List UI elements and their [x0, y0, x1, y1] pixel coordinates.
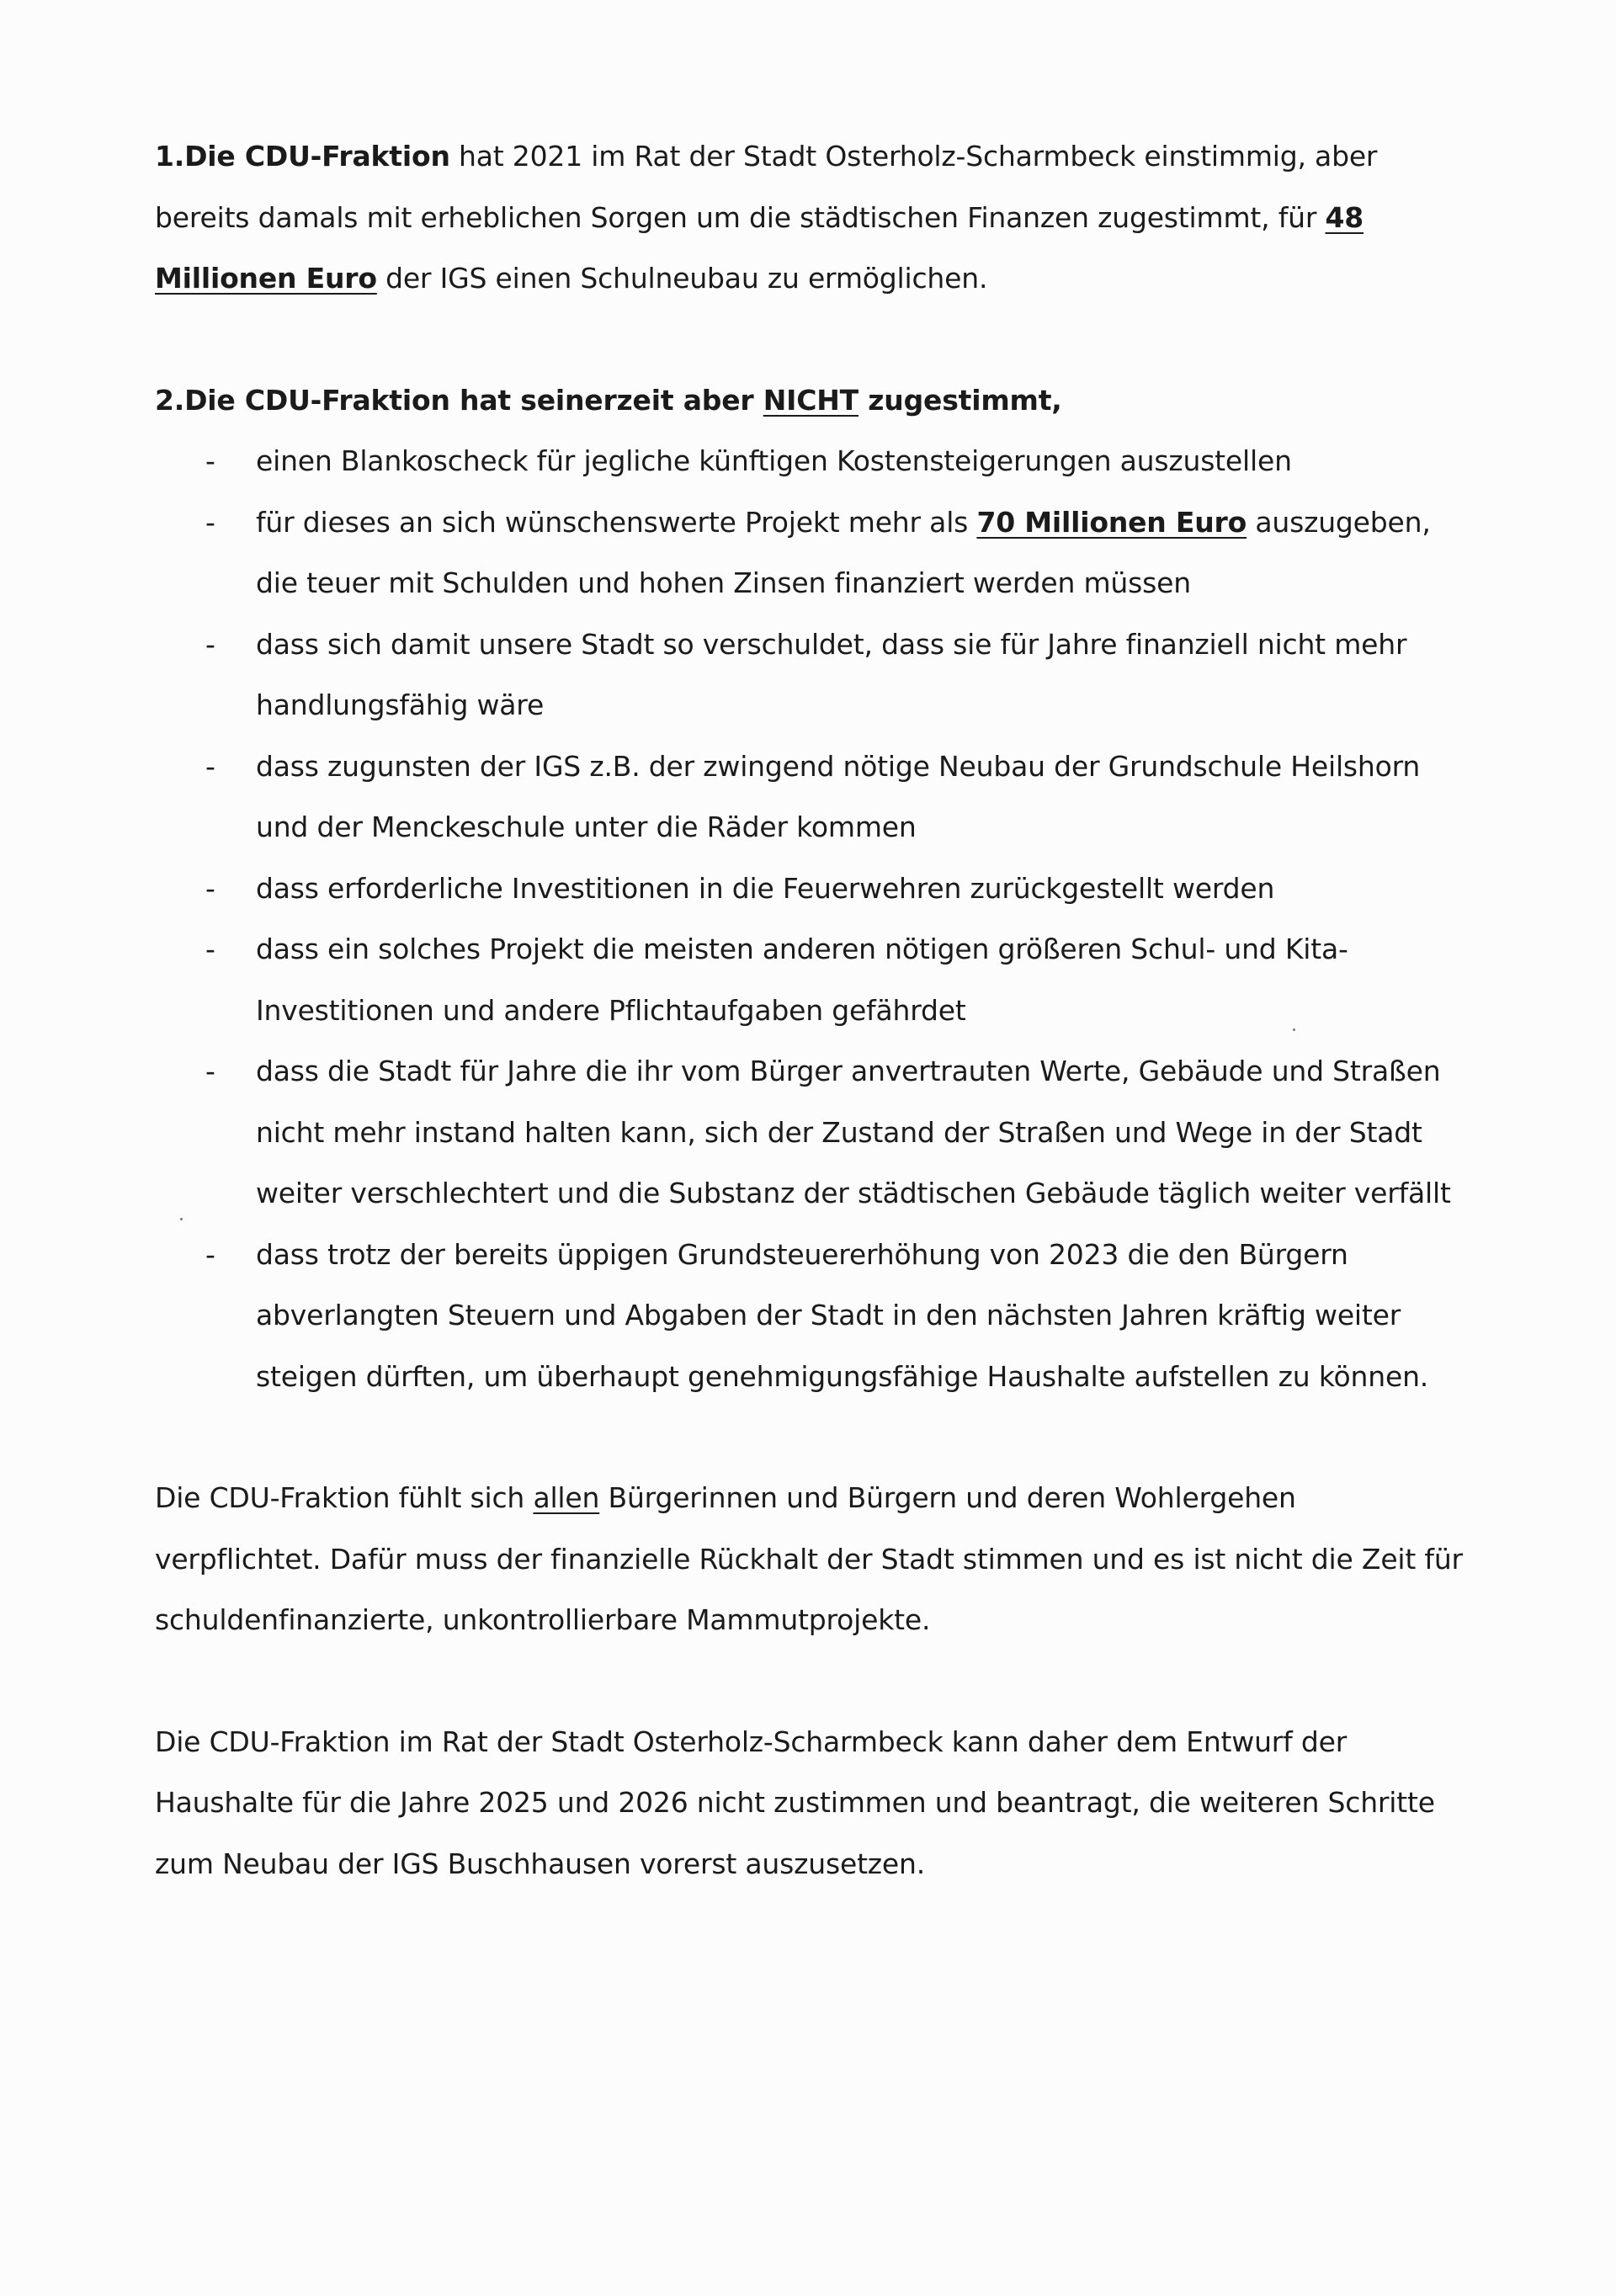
paragraph-2-heading-b: zugestimmt,: [858, 383, 1062, 417]
list-item: [155, 1041, 1468, 1225]
paragraph-3: [155, 1468, 1468, 1651]
list-item-text: dass zugunsten der IGS z.B. der zwingend nötige Neubau der Grundschule Heilshorn und der Menckeschule unter die Räder kommen: [256, 749, 1421, 843]
list-dash: -: [205, 1237, 215, 1271]
list-item-text: dass erforderliche Investitionen in die Feuerwehren zurückgestellt werden: [256, 871, 1275, 905]
paragraph-1: [155, 126, 1468, 310]
paragraph-1-text-a: hat 2021 im Rat der Stadt Osterholz-Scharmbeck einstimmig, aber bereits damals mit erheblichen Sorgen um die städtischen Finanzen zugestimmt, für: [155, 140, 1378, 234]
paragraph-1-lead: 1.Die CDU-Fraktion: [155, 140, 450, 173]
scan-speck: [180, 1218, 183, 1220]
paragraph-4: Die CDU-Fraktion im Rat der Stadt Osterholz-Scharmbeck kann daher dem Entwurf der Haushalte für die Jahre 2025 und 2026 nicht zustimmen und beantragt, die weiteren Schritte zum Neubau der IGS Buschhausen vorerst auszusetzen.: [155, 1725, 1435, 1880]
paragraph-2-heading: [155, 370, 1468, 432]
list-item: [155, 492, 1468, 614]
list-item: [155, 431, 1468, 492]
list-item: [155, 614, 1468, 736]
list-dash: -: [205, 871, 215, 905]
list-item-amount: 70 Millionen Euro: [976, 505, 1247, 539]
list-dash: -: [205, 627, 215, 661]
paragraph-2-heading-a: 2.Die CDU-Fraktion hat seinerzeit aber: [155, 383, 763, 417]
list-dash: -: [205, 749, 215, 783]
list-item-text-b: auszugeben, die teuer mit Schulden und hohen Zinsen finanziert werden müssen: [256, 505, 1431, 599]
list-dash: -: [205, 933, 215, 965]
list-item-text: dass ein solches Projekt die meisten anderen nötigen größeren Schul- und Kita-Investitionen und andere Pflichtaufgaben gefährdet: [256, 933, 1348, 1027]
paragraph-1-text-b: der IGS einen Schulneubau zu ermöglichen.: [376, 262, 988, 295]
list-item: [155, 919, 1468, 1041]
list-item-text: einen Blankoscheck für jegliche künftigen Kostensteigerungen auszustellen: [256, 444, 1292, 477]
paragraph-3-text-a: Die CDU-Fraktion fühlt sich: [155, 1481, 534, 1514]
list-item: [155, 1225, 1468, 1408]
spacer: [155, 1651, 1468, 1712]
list-dash: -: [205, 1055, 215, 1087]
paragraph-3-text-b: Bürgerinnen und Bürgern und deren Wohlergehen verpflichtet. Dafür muss der finanzielle Rückhalt der Stadt stimmen und es ist nicht die Zeit für schuldenfinanzierte, unkontrollierbare Mammutprojekte.: [155, 1481, 1463, 1636]
spacer: [155, 1407, 1468, 1468]
scan-speck: [1293, 1028, 1295, 1031]
list-item-text: dass sich damit unsere Stadt so verschuldet, dass sie für Jahre finanziell nicht mehr handlungsfähig wäre: [256, 627, 1407, 721]
paragraph-2-heading-not: NICHT: [763, 383, 858, 417]
paragraph-3-allen: allen: [533, 1481, 600, 1514]
list-item: [155, 736, 1468, 858]
list-item-text-a: für dieses an sich wünschenswerte Projekt mehr als: [256, 505, 977, 539]
list-item: [155, 858, 1468, 920]
list-item-text: dass trotz der bereits üppigen Grundsteuererhöhung von 2023 die den Bürgern abverlangten Steuern und Abgaben der Stadt in den nächsten Jahren kräftig weiter steigen dürften, um überhaupt genehmigungsfähige Haushalte aufstellen zu können.: [256, 1237, 1429, 1393]
list-dash: -: [205, 444, 215, 477]
list-dash: -: [205, 505, 215, 539]
spacer: [155, 310, 1468, 370]
paragraph-1-amount: 48 Millionen Euro: [155, 200, 1364, 295]
list-item-text: dass die Stadt für Jahre die ihr vom Bürger anvertrauten Werte, Gebäude und Straßen nicht mehr instand halten kann, sich der Zustand der Straßen und Wege in der Stadt weiter verschlechtert und die Substanz der städtischen Gebäude täglich weiter verfällt: [256, 1055, 1451, 1209]
document-body: [155, 126, 1468, 1895]
reasons-list: [155, 431, 1468, 1407]
